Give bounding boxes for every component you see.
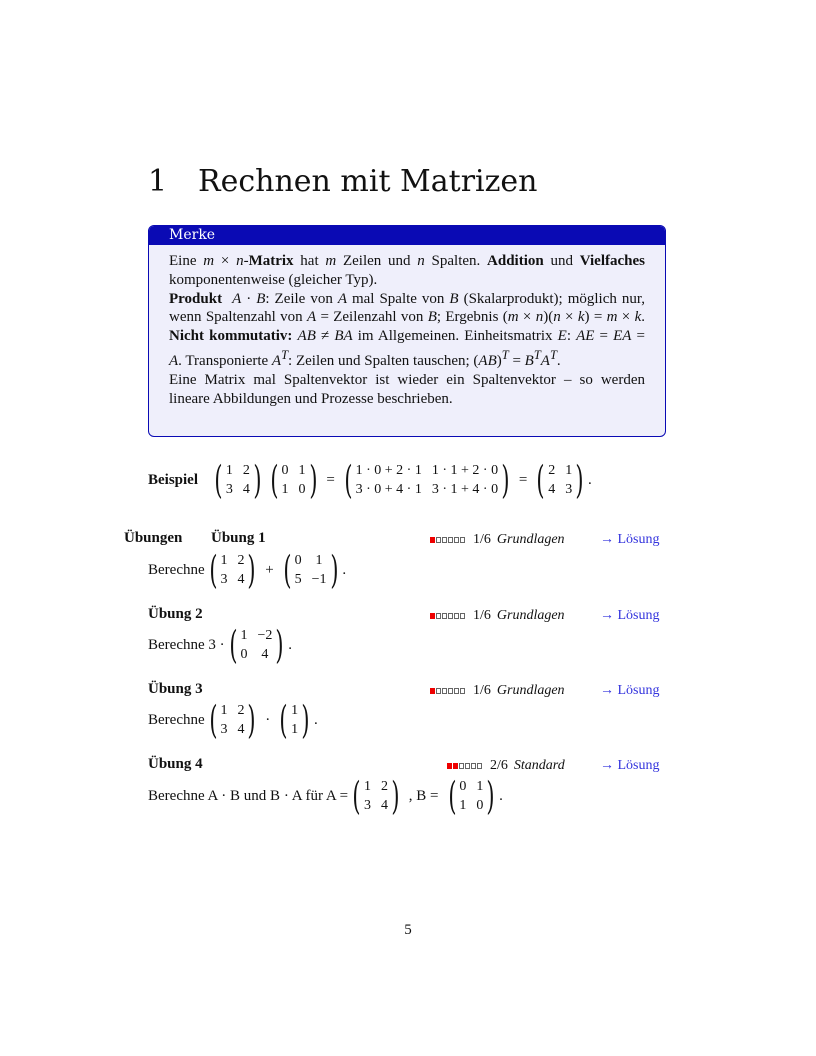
difficulty-level: Grundlagen	[496, 608, 565, 623]
right-paren: )	[247, 548, 256, 592]
meter-segment	[453, 763, 458, 769]
exercise-3-meta	[430, 683, 565, 699]
difficulty-value: 1/6	[473, 608, 491, 623]
example-period: .	[588, 471, 592, 488]
matrix-entries	[291, 701, 298, 739]
matrix-cell: 1	[291, 722, 299, 737]
difficulty-value: 1/6	[473, 683, 491, 698]
left-paren: (	[283, 548, 292, 592]
matrix-cell: 1	[281, 482, 289, 497]
matrix-cell: 1 · 0 + 2 · 1	[355, 463, 422, 478]
matrix-cell: 5	[294, 572, 302, 587]
right-paren: )	[275, 623, 284, 667]
matrix-cell: −2	[257, 628, 273, 643]
example-equals-2: =	[518, 471, 528, 488]
matrix-cell: −1	[311, 572, 327, 587]
meter-segment	[430, 613, 435, 619]
matrix-cell: 3	[220, 722, 228, 737]
task-matrix-1	[206, 698, 260, 742]
left-paren: (	[536, 458, 545, 502]
matrix-entries	[240, 626, 272, 664]
matrix-cell: 1	[363, 779, 371, 794]
merke-box-body	[149, 245, 665, 408]
matrix-cell: 0	[476, 798, 484, 813]
matrix-cell: 0	[294, 553, 302, 568]
left-paren: (	[228, 623, 238, 667]
left-paren: (	[344, 458, 353, 502]
task-period: .	[288, 636, 292, 653]
matrix-cell: 4	[548, 482, 556, 497]
matrix-entries	[282, 461, 306, 499]
merke-box	[148, 225, 666, 437]
matrix-cell: 0	[298, 482, 306, 497]
meter-segment	[436, 688, 441, 694]
difficulty-level: Grundlagen	[496, 683, 565, 698]
matrix-cell: 4	[242, 482, 250, 497]
exercise-4-meta	[447, 758, 565, 774]
example-label: Beispiel	[148, 471, 199, 488]
meter-segment	[430, 688, 435, 694]
meter-segment	[460, 537, 465, 543]
task-prefix: Berechne	[148, 561, 205, 578]
task-operator: +	[265, 561, 274, 578]
exercise-3-title: Übung 3	[148, 681, 203, 697]
matrix-cell: 3	[220, 572, 228, 587]
matrix-cell: 4	[261, 647, 269, 662]
left-paren: (	[352, 774, 361, 818]
meter-segment	[442, 688, 447, 694]
task-operator: ·	[265, 711, 271, 728]
matrix-cell: 1	[220, 703, 228, 718]
difficulty-value: 1/6	[473, 532, 491, 547]
matrix-cell: 2	[548, 463, 556, 478]
page-number: 5	[404, 922, 412, 938]
example-matrix-b	[267, 458, 321, 502]
matrix-cell: 0	[459, 779, 467, 794]
matrix-cell: 3	[225, 482, 233, 497]
meter-segment	[447, 763, 452, 769]
meter-segment	[436, 537, 441, 543]
exercise-4-title: Übung 4	[148, 756, 203, 772]
exercise-2-solution-link[interactable]: → Lösung	[600, 608, 660, 623]
matrix-entries	[226, 461, 250, 499]
matrix-cell: 1	[476, 779, 484, 794]
meter-segment	[442, 613, 447, 619]
left-paren: (	[270, 458, 279, 502]
task-period: .	[499, 787, 503, 804]
exercise-1-title: Übung 1	[211, 530, 266, 546]
task-prefix: Berechne 3 ·	[148, 636, 225, 653]
matrix-cell: 1	[459, 798, 467, 813]
task-period: .	[342, 561, 347, 578]
difficulty-meter	[447, 763, 482, 769]
right-paren: )	[575, 458, 584, 502]
task-matrix-1	[349, 774, 403, 818]
matrix-cell: 3 · 1 + 4 · 0	[431, 482, 499, 497]
matrix-entries	[459, 777, 483, 815]
meter-segment	[430, 537, 435, 543]
matrix-cell: 0	[240, 647, 248, 662]
left-paren: (	[214, 458, 223, 502]
example-equals-1: =	[326, 471, 335, 488]
difficulty-meter	[430, 537, 465, 543]
matrix-entries	[356, 461, 498, 499]
right-paren: )	[486, 774, 495, 818]
meter-segment	[454, 613, 459, 619]
example-matrix-a	[211, 458, 265, 502]
task-matrix-2	[280, 548, 342, 592]
left-paren: (	[447, 774, 456, 818]
right-paren: )	[301, 698, 310, 742]
difficulty-level: Grundlagen	[496, 532, 565, 547]
meter-segment	[448, 613, 453, 619]
exercise-3-task	[148, 698, 318, 742]
matrix-entries	[295, 551, 327, 589]
matrix-cell: 4	[380, 798, 388, 813]
exercise-3-solution-link[interactable]: → Lösung	[600, 683, 660, 698]
meter-segment	[436, 613, 441, 619]
difficulty-value: 2/6	[490, 758, 508, 773]
example	[148, 458, 592, 502]
matrix-cell: 4	[237, 722, 245, 737]
task-prefix: Berechne	[148, 711, 205, 728]
matrix-cell: 1	[298, 463, 306, 478]
matrix-cell: 2	[237, 703, 245, 718]
matrix-cell: 3	[565, 482, 573, 497]
section-title	[148, 164, 538, 199]
left-paren: (	[208, 698, 218, 742]
right-paren: )	[253, 458, 262, 502]
matrix-cell: 1	[315, 553, 323, 568]
matrix-cell: 4	[237, 572, 245, 587]
meter-segment	[454, 537, 459, 543]
matrix-entries	[548, 461, 572, 499]
matrix-cell: 1	[565, 463, 573, 478]
meter-segment	[442, 537, 447, 543]
task-period: .	[313, 711, 318, 728]
meter-segment	[465, 763, 470, 769]
exercise-1-task	[148, 548, 346, 592]
meter-segment	[471, 763, 476, 769]
meter-segment	[448, 688, 453, 694]
matrix-entries	[364, 777, 388, 815]
exercise-2-task	[148, 623, 292, 667]
matrix-entries	[220, 551, 244, 589]
task-matrix-1	[206, 548, 260, 592]
section-title-text: Rechnen mit Matrizen	[198, 164, 538, 199]
right-paren: )	[501, 458, 510, 502]
meter-segment	[460, 613, 465, 619]
left-paren: (	[279, 698, 288, 742]
merke-text: Eine m × n-Matrix hat m Zeilen und n Spalten. Addition und Vielfaches komponentenweise (gleicher Typ). Produkt A · B: Zeile von A mal Spalte von B (Skalarprodukt); möglich nur, wenn Spaltenzahl von A = Zeilenzahl von B; Ergebnis (m × n)(n × k) = m × k. Nicht kommutativ: AB ≠ BA im Allgemeinen. Einheitsmatrix E: AE = EA = A. Transponierte $A^T$: Zeilen und Spalten tauschen; $(AB)^T = B^TA^T$. Eine Matrix mal Spaltenvektor ist wieder ein Spaltenvektor – so werden lineare Abbildungen und Prozesse beschrieben.	[169, 253, 646, 407]
matrix-cell: 2	[380, 779, 388, 794]
task-matrix-2	[445, 774, 499, 818]
matrix-cell: 1	[291, 703, 299, 718]
matrix-cell: 1	[240, 628, 248, 643]
exercise-1-solution-link[interactable]: → Lösung	[600, 532, 660, 547]
exercises-header: Übungen	[124, 530, 183, 546]
right-paren: )	[247, 698, 256, 742]
section-number: 1	[148, 164, 168, 199]
matrix-cell: 2	[237, 553, 245, 568]
meter-segment	[460, 688, 465, 694]
exercise-1-meta	[430, 532, 565, 548]
exercise-4-task	[148, 774, 503, 818]
exercise-4-solution-link[interactable]: → Lösung	[600, 758, 660, 773]
matrix-cell: 1 · 1 + 2 · 0	[431, 463, 499, 478]
matrix-cell: 2	[242, 463, 250, 478]
merke-box-title: Merke	[149, 226, 665, 245]
right-paren: )	[391, 774, 400, 818]
task-matrix-2	[276, 698, 313, 742]
matrix-cell: 1	[220, 553, 228, 568]
exercise-2-title: Übung 2	[148, 606, 203, 622]
matrix-entries	[220, 701, 244, 739]
matrix-cell: 3 · 0 + 4 · 1	[355, 482, 422, 497]
difficulty-meter	[430, 613, 465, 619]
difficulty-meter	[430, 688, 465, 694]
right-paren: )	[308, 458, 317, 502]
meter-segment	[459, 763, 464, 769]
left-paren: (	[208, 548, 218, 592]
meter-segment	[477, 763, 482, 769]
task-matrix-1	[226, 623, 288, 667]
matrix-cell: 3	[363, 798, 371, 813]
meter-segment	[448, 537, 453, 543]
exercise-2-meta	[430, 608, 565, 624]
task-operator: , B =	[408, 787, 439, 804]
task-prefix: Berechne A · B und B · A für A =	[148, 787, 349, 804]
meter-segment	[454, 688, 459, 694]
matrix-cell: 0	[281, 463, 289, 478]
difficulty-level: Standard	[513, 758, 565, 773]
right-paren: )	[329, 548, 338, 592]
example-matrix-result	[533, 458, 587, 502]
matrix-cell: 1	[225, 463, 233, 478]
example-matrix-mid	[341, 458, 513, 502]
